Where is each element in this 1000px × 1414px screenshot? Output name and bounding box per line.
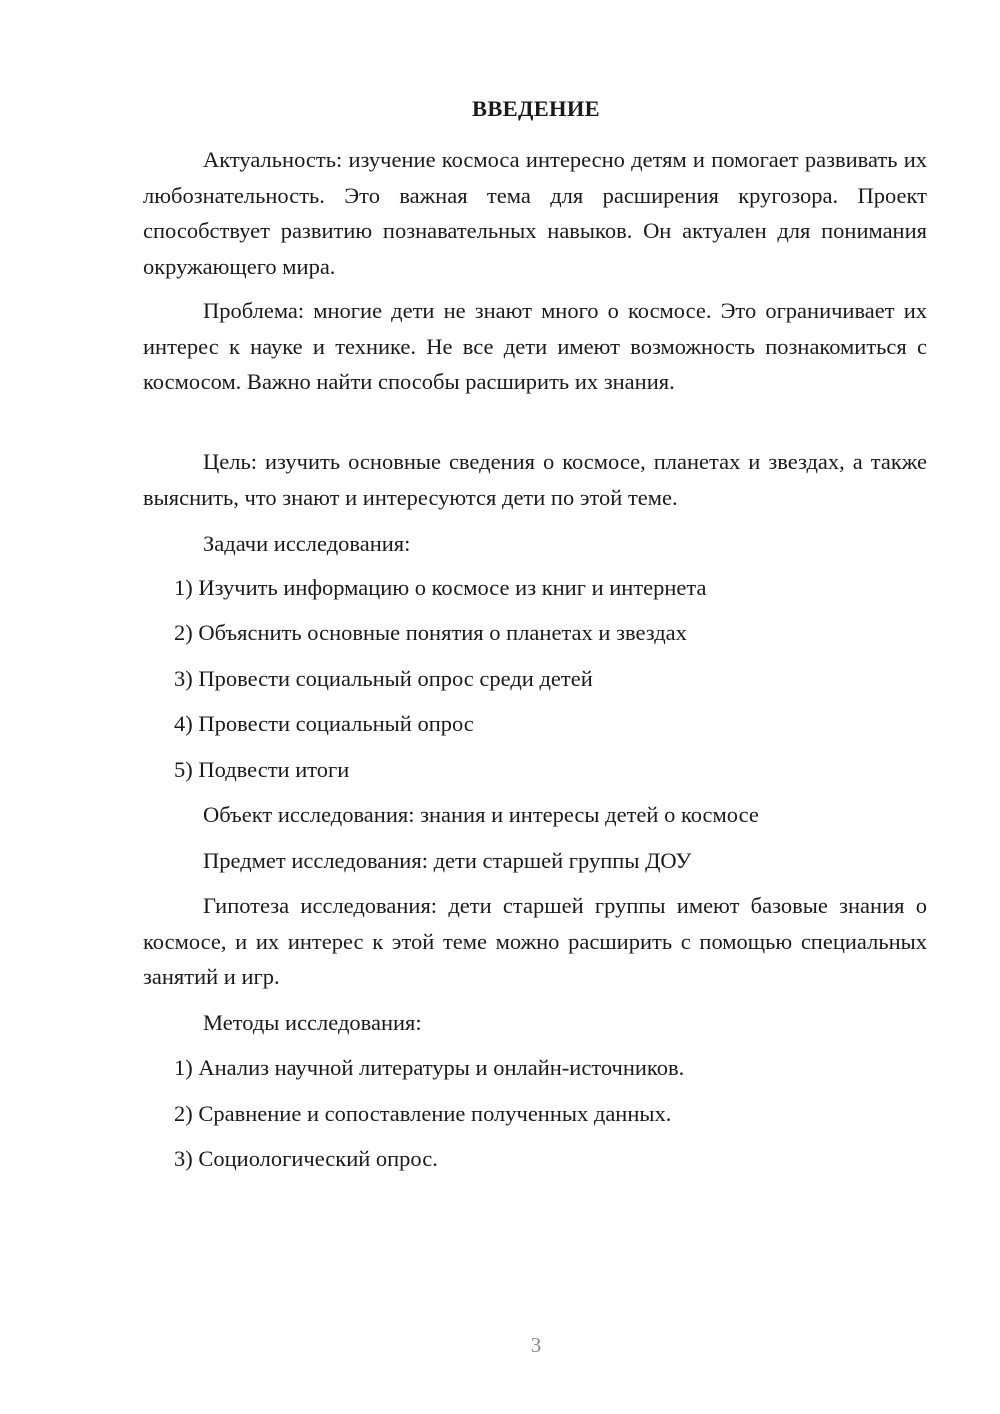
problem-paragraph: Проблема: многие дети не знают много о космосе. Это ограничивает их интерес к науке и технике. Не все дети имеют возможность познакомиться с космосом. Важно найти способы расширить их знания. (143, 298, 927, 394)
task-item-2: 2) Объяснить основные понятия о планетах и звездах (174, 620, 687, 645)
research-object: Объект исследования: знания и интересы детей о космосе (203, 802, 759, 827)
section-title: ВВЕДЕНИЕ (472, 96, 600, 121)
tasks-heading: Задачи исследования: (203, 531, 411, 556)
methods-heading: Методы исследования: (203, 1010, 422, 1035)
page-number: 3 (530, 1333, 542, 1357)
method-item-3: 3) Социологический опрос. (174, 1146, 438, 1171)
method-item-2: 2) Сравнение и сопоставление полученных данных. (174, 1101, 672, 1126)
goal-paragraph: Цель: изучить основные сведения о космосе, планетах и звездах, а также выяснить, что знают и интересуются дети по этой теме. (143, 449, 927, 510)
hypothesis-paragraph: Гипотеза исследования: дети старшей группы имеют базовые знания о космосе, и их интерес к этой теме можно расширить с помощью специальных занятий и игр. (143, 893, 927, 989)
task-item-1: 1) Изучить информацию о космосе из книг и интернета (174, 575, 707, 600)
research-subject: Предмет исследования: дети старшей группы ДОУ (203, 848, 692, 873)
task-item-4: 4) Провести социальный опрос (174, 711, 474, 736)
relevance-paragraph: Актуальность: изучение космоса интересно детям и помогает развивать их любознательность. Это важная тема для расширения кругозора. Проект способствует развитию познавательных навыков. Он актуален для понимания окружающего мира. (143, 147, 927, 279)
method-item-1: 1) Анализ научной литературы и онлайн-источников. (174, 1055, 685, 1080)
task-item-5: 5) Подвести итоги (174, 757, 350, 782)
task-item-3: 3) Провести социальный опрос среди детей (174, 666, 593, 691)
